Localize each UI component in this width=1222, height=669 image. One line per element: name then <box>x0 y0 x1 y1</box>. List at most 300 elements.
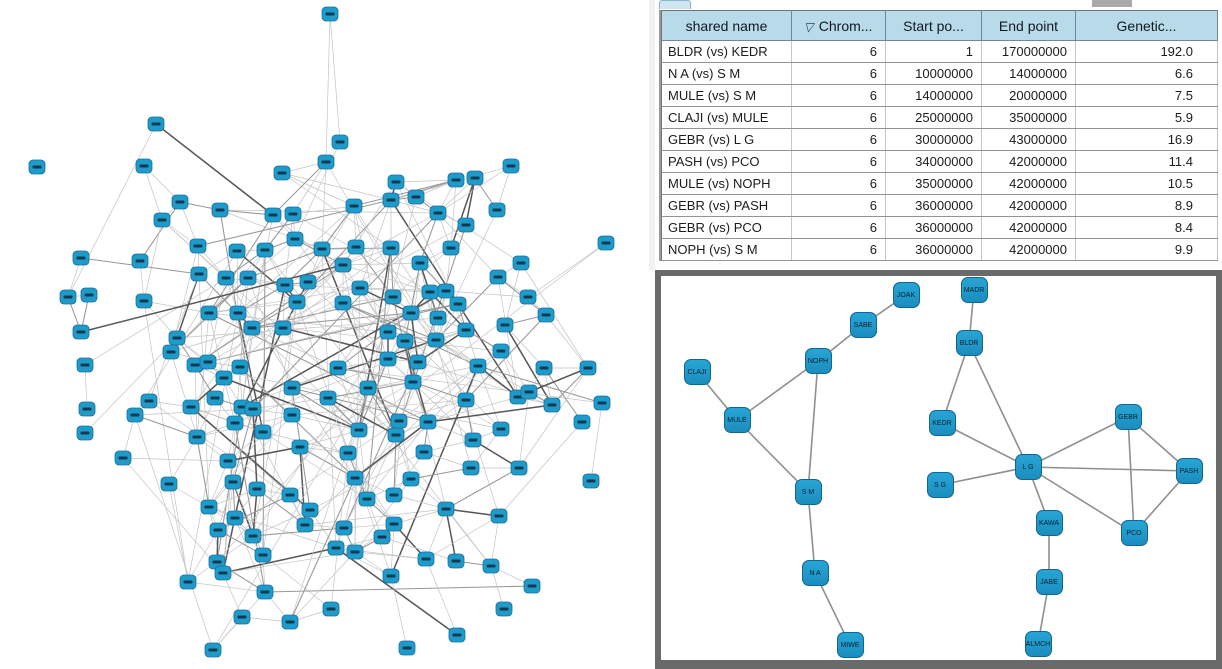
network-node[interactable] <box>332 135 348 149</box>
network-edge <box>528 243 606 297</box>
network-node[interactable] <box>352 281 368 295</box>
network-node[interactable] <box>335 296 351 310</box>
network-node[interactable] <box>29 160 45 174</box>
network-node[interactable] <box>347 471 363 485</box>
network-node[interactable] <box>383 241 399 255</box>
detail-node-label: NOPH <box>807 357 829 365</box>
table-row[interactable] <box>662 217 1218 239</box>
network-node[interactable] <box>255 548 271 562</box>
network-edge <box>426 509 446 559</box>
detail-node-label: S G <box>933 481 947 489</box>
network-node[interactable] <box>490 270 506 284</box>
network-node[interactable] <box>383 193 399 207</box>
table-row[interactable] <box>662 129 1218 151</box>
network-node[interactable] <box>212 203 228 217</box>
network-edge <box>326 14 330 162</box>
network-edge <box>290 478 355 622</box>
network-edge <box>220 210 438 213</box>
table-row[interactable] <box>662 41 1218 63</box>
network-node[interactable] <box>458 393 474 407</box>
table-body <box>662 41 1218 261</box>
network-node[interactable] <box>284 381 300 395</box>
detail-node-bldr[interactable] <box>956 330 983 356</box>
table-cell[interactable]: 36000000 <box>886 195 982 217</box>
network-node[interactable] <box>277 278 293 292</box>
detail-node-almch[interactable] <box>1025 631 1052 657</box>
network-node[interactable] <box>346 199 362 213</box>
network-node[interactable] <box>218 271 234 285</box>
network-node[interactable] <box>302 503 318 517</box>
table-cell[interactable]: 42000000 <box>982 217 1076 239</box>
network-edge <box>391 576 407 648</box>
network-node[interactable] <box>428 333 444 347</box>
column-header-shared-name[interactable]: shared name <box>662 11 792 41</box>
table-cell[interactable]: 8.4 <box>1076 217 1218 239</box>
table-cell[interactable]: 30000000 <box>886 129 982 151</box>
network-node[interactable] <box>141 394 157 408</box>
table-row[interactable] <box>662 107 1218 129</box>
network-edge <box>135 415 197 437</box>
network-node[interactable] <box>200 355 216 369</box>
detail-node-label: S M <box>801 488 815 496</box>
network-node[interactable] <box>73 325 89 339</box>
network-node[interactable] <box>497 318 513 332</box>
table-cell[interactable]: 10000000 <box>886 63 982 85</box>
table-row[interactable] <box>662 85 1218 107</box>
table-cell[interactable]: CLAJI (vs) MULE <box>662 107 792 129</box>
network-edge <box>293 162 326 214</box>
network-node[interactable] <box>136 294 152 308</box>
table-cell[interactable]: 6 <box>792 129 886 151</box>
table-cell[interactable]: 35000000 <box>982 107 1076 129</box>
network-node[interactable] <box>318 155 334 169</box>
network-edge <box>451 178 475 248</box>
network-node[interactable] <box>360 381 376 395</box>
network-node[interactable] <box>538 308 554 322</box>
network-node[interactable] <box>227 511 243 525</box>
table-cell[interactable]: N A (vs) S M <box>662 63 792 85</box>
detail-node-label: N A <box>809 569 821 577</box>
detail-node-label: ALMCH <box>1025 640 1051 648</box>
detail-node-label: L G <box>1022 463 1034 471</box>
network-node[interactable] <box>60 290 76 304</box>
network-node[interactable] <box>374 530 390 544</box>
detail-node-label: PCO <box>1126 529 1142 537</box>
detail-node-joak[interactable] <box>893 282 920 308</box>
table-cell[interactable]: NOPH (vs) S M <box>662 239 792 261</box>
tab-fragment[interactable] <box>659 0 691 9</box>
network-edge <box>322 162 326 249</box>
network-edge <box>491 516 499 566</box>
network-node[interactable] <box>422 285 438 299</box>
network-node[interactable] <box>399 641 415 655</box>
network-node[interactable] <box>225 475 241 489</box>
table-cell[interactable]: 6 <box>792 217 886 239</box>
network-node[interactable] <box>594 396 610 410</box>
network-node[interactable] <box>536 361 552 375</box>
network-edge <box>169 484 188 582</box>
network-node[interactable] <box>598 236 614 250</box>
table-cell[interactable]: GEBR (vs) PASH <box>662 195 792 217</box>
network-node[interactable] <box>77 426 93 440</box>
network-node[interactable] <box>458 218 474 232</box>
table-cell[interactable]: 34000000 <box>886 151 982 173</box>
network-node[interactable] <box>265 208 281 222</box>
network-node[interactable] <box>493 422 509 436</box>
network-edge <box>188 582 265 592</box>
network-edge <box>591 403 602 481</box>
network-node[interactable] <box>448 173 464 187</box>
table-cell[interactable]: 5.9 <box>1076 107 1218 129</box>
table-cell[interactable]: 42000000 <box>982 195 1076 217</box>
detail-node-gebr[interactable] <box>1115 404 1142 430</box>
network-node[interactable] <box>483 559 499 573</box>
table-cell[interactable]: 6 <box>792 85 886 107</box>
detail-node-label: PASH <box>1179 467 1199 475</box>
network-edge <box>263 250 265 555</box>
network-edge <box>446 509 456 561</box>
network-node[interactable] <box>81 288 97 302</box>
table-cell[interactable]: 16.9 <box>1076 129 1218 151</box>
network-node[interactable] <box>183 400 199 414</box>
network-node[interactable] <box>335 258 351 272</box>
table-cell[interactable]: 25000000 <box>886 107 982 129</box>
network-edge <box>305 509 446 525</box>
network-edge <box>338 303 343 368</box>
detail-node-miwe[interactable] <box>837 632 864 658</box>
network-node[interactable] <box>496 602 512 616</box>
network-node[interactable] <box>359 492 375 506</box>
detail-node-label: KAWA <box>1038 519 1060 527</box>
detail-node-noph[interactable] <box>805 348 832 374</box>
table-row[interactable] <box>662 63 1218 85</box>
table-row[interactable] <box>662 239 1218 261</box>
table-cell[interactable]: 11.4 <box>1076 151 1218 173</box>
table-cell[interactable]: 10.5 <box>1076 173 1218 195</box>
network-node[interactable] <box>386 488 402 502</box>
network-node[interactable] <box>244 321 260 335</box>
network-node[interactable] <box>511 461 527 475</box>
network-node[interactable] <box>282 488 298 502</box>
detail-node-pco[interactable] <box>1121 520 1148 546</box>
network-node[interactable] <box>115 451 131 465</box>
network-node[interactable] <box>216 371 232 385</box>
network-node[interactable] <box>574 415 590 429</box>
table-cell[interactable]: 36000000 <box>886 217 982 239</box>
column-header-end-point[interactable]: End point <box>982 11 1076 41</box>
network-node[interactable] <box>230 306 246 320</box>
network-node[interactable] <box>470 359 486 373</box>
network-node[interactable] <box>245 402 261 416</box>
network-node[interactable] <box>323 602 339 616</box>
network-node[interactable] <box>274 166 290 180</box>
network-node[interactable] <box>245 529 261 543</box>
network-node[interactable] <box>388 428 404 442</box>
network-node[interactable] <box>79 402 95 416</box>
table-cell[interactable]: 7.5 <box>1076 85 1218 107</box>
network-node[interactable] <box>163 345 179 359</box>
table-cell[interactable]: 6 <box>792 63 886 85</box>
network-node[interactable] <box>73 251 89 265</box>
detail-node-label: SABE <box>853 321 873 329</box>
table-cell[interactable]: GEBR (vs) L G <box>662 129 792 151</box>
table-cell[interactable]: 1 <box>886 41 982 63</box>
detail-node-label: KEDR <box>932 419 952 427</box>
network-node[interactable] <box>148 117 164 131</box>
network-node[interactable] <box>383 569 399 583</box>
network-node[interactable] <box>77 358 93 372</box>
network-node[interactable] <box>154 213 170 227</box>
network-node[interactable] <box>127 408 143 422</box>
network-node[interactable] <box>351 423 367 437</box>
network-edge <box>338 368 413 382</box>
table-cell[interactable]: 14000000 <box>886 85 982 107</box>
network-edge <box>197 313 209 437</box>
network-edge <box>546 315 588 368</box>
network-node[interactable] <box>234 610 250 624</box>
detail-node-label: BLDR <box>959 339 979 347</box>
network-edge <box>446 291 528 297</box>
table-cell[interactable]: MULE (vs) NOPH <box>662 173 792 195</box>
network-node[interactable] <box>328 541 344 555</box>
table-cell[interactable]: 14000000 <box>982 63 1076 85</box>
network-node[interactable] <box>205 643 221 657</box>
network-node[interactable] <box>161 477 177 491</box>
network-node[interactable] <box>232 360 248 374</box>
table-cell[interactable]: 35000000 <box>886 173 982 195</box>
network-node[interactable] <box>391 414 407 428</box>
table-cell[interactable]: 170000000 <box>982 41 1076 63</box>
network-node[interactable] <box>397 334 413 348</box>
table-cell[interactable]: 43000000 <box>982 129 1076 151</box>
network-node[interactable] <box>300 275 316 289</box>
network-node[interactable] <box>132 254 148 268</box>
network-node[interactable] <box>289 295 305 309</box>
network-node[interactable] <box>220 454 236 468</box>
table-cell[interactable]: 6.6 <box>1076 63 1218 85</box>
detail-node-label: CLAJI <box>687 368 707 376</box>
network-edge <box>426 516 499 559</box>
detail-node-n-a[interactable] <box>802 560 829 586</box>
network-node[interactable] <box>136 159 152 173</box>
detail-node-label: MULE <box>727 416 747 424</box>
network-node[interactable] <box>503 159 519 173</box>
network-node[interactable] <box>520 290 536 304</box>
network-node[interactable] <box>493 344 509 358</box>
detail-node-l-g[interactable] <box>1015 454 1042 480</box>
network-node[interactable] <box>257 585 273 599</box>
network-node[interactable] <box>255 425 271 439</box>
table-row[interactable] <box>662 195 1218 217</box>
detail-node-kedr[interactable] <box>929 410 956 436</box>
network-node[interactable] <box>524 579 540 593</box>
network-node[interactable] <box>405 375 421 389</box>
network-node[interactable] <box>314 242 330 256</box>
table-cell[interactable]: MULE (vs) S M <box>662 85 792 107</box>
network-node[interactable] <box>420 415 436 429</box>
detail-node-mule[interactable] <box>724 407 751 433</box>
network-node[interactable] <box>403 472 419 486</box>
network-node[interactable] <box>229 244 245 258</box>
network-node[interactable] <box>443 241 459 255</box>
network-node[interactable] <box>297 518 313 532</box>
network-edge <box>1028 467 1189 471</box>
network-node[interactable] <box>403 306 419 320</box>
detail-node-label: JABE <box>1040 578 1058 586</box>
table-header-row <box>662 11 1218 41</box>
table-cell[interactable]: 36000000 <box>886 239 982 261</box>
detail-node-s-m[interactable] <box>795 479 822 505</box>
network-node[interactable] <box>412 256 428 270</box>
detail-node-label: GEBR <box>1118 413 1138 421</box>
table-cell[interactable]: 6 <box>792 173 886 195</box>
table-cell[interactable]: 6 <box>792 239 886 261</box>
network-edge <box>446 468 519 509</box>
network-edge <box>355 552 426 559</box>
table-cell[interactable]: 192.0 <box>1076 41 1218 63</box>
network-node[interactable] <box>465 433 481 447</box>
network-node[interactable] <box>227 416 243 430</box>
network-node[interactable] <box>450 297 466 311</box>
network-node[interactable] <box>386 517 402 531</box>
network-node[interactable] <box>448 554 464 568</box>
network-node[interactable] <box>201 306 217 320</box>
network-node[interactable] <box>191 267 207 281</box>
network-node[interactable] <box>210 523 226 537</box>
column-header-chromosome[interactable]: ▽ Chrom... <box>792 11 886 41</box>
network-node[interactable] <box>380 352 396 366</box>
detail-node-kawa[interactable] <box>1036 510 1063 536</box>
network-node[interactable] <box>340 446 356 460</box>
network-node[interactable] <box>347 545 363 559</box>
network-node[interactable] <box>322 7 338 21</box>
detail-node-label: MADR <box>963 286 985 294</box>
network-node[interactable] <box>416 445 432 459</box>
network-node[interactable] <box>438 502 454 516</box>
filter-icon[interactable]: ▽ <box>802 19 816 34</box>
network-node[interactable] <box>292 440 308 454</box>
network-node[interactable] <box>410 355 426 369</box>
network-edge <box>396 180 456 182</box>
network-node[interactable] <box>408 190 424 204</box>
detail-node-madr[interactable] <box>961 277 988 303</box>
network-edge <box>505 263 521 325</box>
network-node[interactable] <box>458 323 474 337</box>
detail-node-sabe[interactable] <box>850 312 877 338</box>
detail-node-claji[interactable] <box>684 359 711 385</box>
table-cell[interactable]: 42000000 <box>982 173 1076 195</box>
table-cell[interactable]: 42000000 <box>982 239 1076 261</box>
network-node[interactable] <box>240 271 256 285</box>
network-node[interactable] <box>388 175 404 189</box>
network-edge <box>195 313 411 365</box>
network-node[interactable] <box>491 509 507 523</box>
network-edge <box>123 458 228 461</box>
network-edge <box>411 468 471 479</box>
edge-attribute-table[interactable] <box>661 10 1218 261</box>
network-node[interactable] <box>190 239 206 253</box>
table-cell[interactable]: PASH (vs) PCO <box>662 151 792 173</box>
network-edge <box>85 278 226 365</box>
network-node[interactable] <box>285 207 301 221</box>
network-node[interactable] <box>348 240 364 254</box>
table-cell[interactable]: BLDR (vs) KEDR <box>662 41 792 63</box>
network-node[interactable] <box>580 361 596 375</box>
edge-attribute-table-panel <box>655 0 1222 270</box>
network-edge <box>969 343 1028 467</box>
table-cell[interactable]: 6 <box>792 41 886 63</box>
table-cell[interactable]: 42000000 <box>982 151 1076 173</box>
detail-node-s-g[interactable] <box>927 472 954 498</box>
detail-node-pash[interactable] <box>1176 458 1203 484</box>
network-edge <box>1028 417 1128 467</box>
network-edge <box>223 548 336 573</box>
network-node[interactable] <box>275 321 291 335</box>
network-node[interactable] <box>385 290 401 304</box>
network-node[interactable] <box>189 430 205 444</box>
detail-node-label: MIWE <box>840 641 860 649</box>
column-header-start-position[interactable]: Start po... <box>886 11 982 41</box>
network-node[interactable] <box>172 195 188 209</box>
network-node[interactable] <box>583 474 599 488</box>
network-node[interactable] <box>282 615 298 629</box>
network-node[interactable] <box>544 398 560 412</box>
network-node[interactable] <box>201 500 217 514</box>
network-node[interactable] <box>284 408 300 422</box>
network-node[interactable] <box>489 203 505 217</box>
table-cell[interactable]: GEBR (vs) PCO <box>662 217 792 239</box>
network-node[interactable] <box>380 325 396 339</box>
network-node[interactable] <box>330 361 346 375</box>
network-edge <box>68 124 156 297</box>
table-cell[interactable]: 8.9 <box>1076 195 1218 217</box>
network-node[interactable] <box>287 232 303 246</box>
network-node[interactable] <box>257 243 273 257</box>
detail-network-panel[interactable] <box>655 270 1222 669</box>
detail-network-canvas[interactable] <box>655 270 1222 669</box>
network-node[interactable] <box>467 171 483 185</box>
network-node[interactable] <box>207 391 223 405</box>
network-edge <box>1128 417 1134 533</box>
network-node[interactable] <box>180 575 196 589</box>
table-cell[interactable]: 6 <box>792 107 886 129</box>
column-header-genetic[interactable]: Genetic... <box>1076 11 1218 41</box>
network-edge <box>237 251 238 313</box>
network-node[interactable] <box>336 521 352 535</box>
network-node[interactable] <box>513 256 529 270</box>
network-node[interactable] <box>249 482 265 496</box>
network-node[interactable] <box>215 566 231 580</box>
network-node[interactable] <box>430 311 446 325</box>
network-node[interactable] <box>438 284 454 298</box>
network-node[interactable] <box>169 331 185 345</box>
scrollbar-fragment[interactable] <box>1092 0 1132 7</box>
network-edge <box>428 351 501 422</box>
network-node[interactable] <box>449 628 465 642</box>
network-node[interactable] <box>521 385 537 399</box>
network-node[interactable] <box>463 461 479 475</box>
table-cell[interactable]: 9.9 <box>1076 239 1218 261</box>
detail-node-jabe[interactable] <box>1036 569 1063 595</box>
network-node[interactable] <box>418 552 434 566</box>
network-node[interactable] <box>320 391 336 405</box>
table-cell[interactable]: 6 <box>792 151 886 173</box>
table-row[interactable] <box>662 151 1218 173</box>
table-cell[interactable]: 6 <box>792 195 886 217</box>
table-row[interactable] <box>662 173 1218 195</box>
table-cell[interactable]: 20000000 <box>982 85 1076 107</box>
network-node[interactable] <box>430 206 446 220</box>
